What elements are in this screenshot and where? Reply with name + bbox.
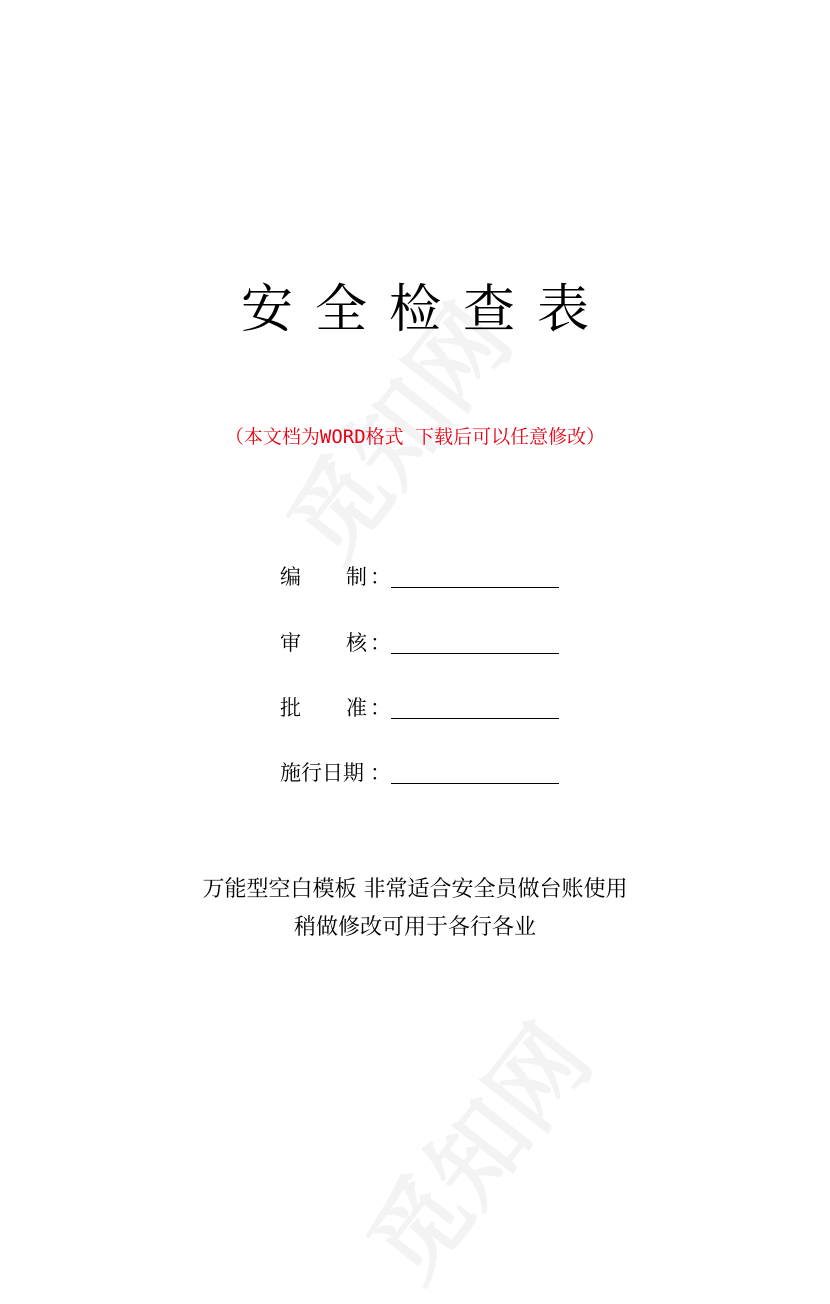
field-row-review — [280, 627, 580, 659]
field-label-char: 审 — [280, 631, 301, 655]
field-label-char: 准 — [346, 696, 367, 720]
field-label-char: 施行日期 — [280, 761, 364, 785]
field-label-char: 制 — [346, 565, 367, 589]
field-label-effective-date — [280, 757, 390, 789]
slogan-line-1: 万能型空白模板 非常适合安全员做台账使用 — [202, 877, 628, 902]
field-label-char: 核 — [346, 631, 367, 655]
watermark-lower — [331, 993, 616, 1304]
field-row-effective-date — [280, 757, 580, 789]
field-row-approve — [280, 692, 580, 724]
document-title: 安全检查表 — [240, 280, 611, 340]
field-label-compile — [280, 561, 390, 593]
field-colon: ： — [370, 631, 391, 655]
approve-input-line[interactable] — [391, 718, 559, 719]
field-colon: ： — [370, 761, 391, 785]
field-row-compile — [280, 561, 580, 593]
format-note: （本文档为WORD格式 下载后可以任意修改） — [224, 426, 606, 448]
field-label-review — [280, 627, 390, 659]
compile-input-line[interactable] — [391, 587, 559, 588]
review-input-line[interactable] — [391, 653, 559, 654]
field-colon: ： — [370, 565, 391, 589]
field-label-char: 批 — [280, 696, 301, 720]
effective-date-input-line[interactable] — [391, 783, 559, 784]
slogan-line-2: 稍做修改可用于各行各业 — [293, 915, 536, 940]
field-colon: ： — [370, 696, 391, 720]
field-label-approve — [280, 692, 390, 724]
field-label-char: 编 — [280, 565, 301, 589]
